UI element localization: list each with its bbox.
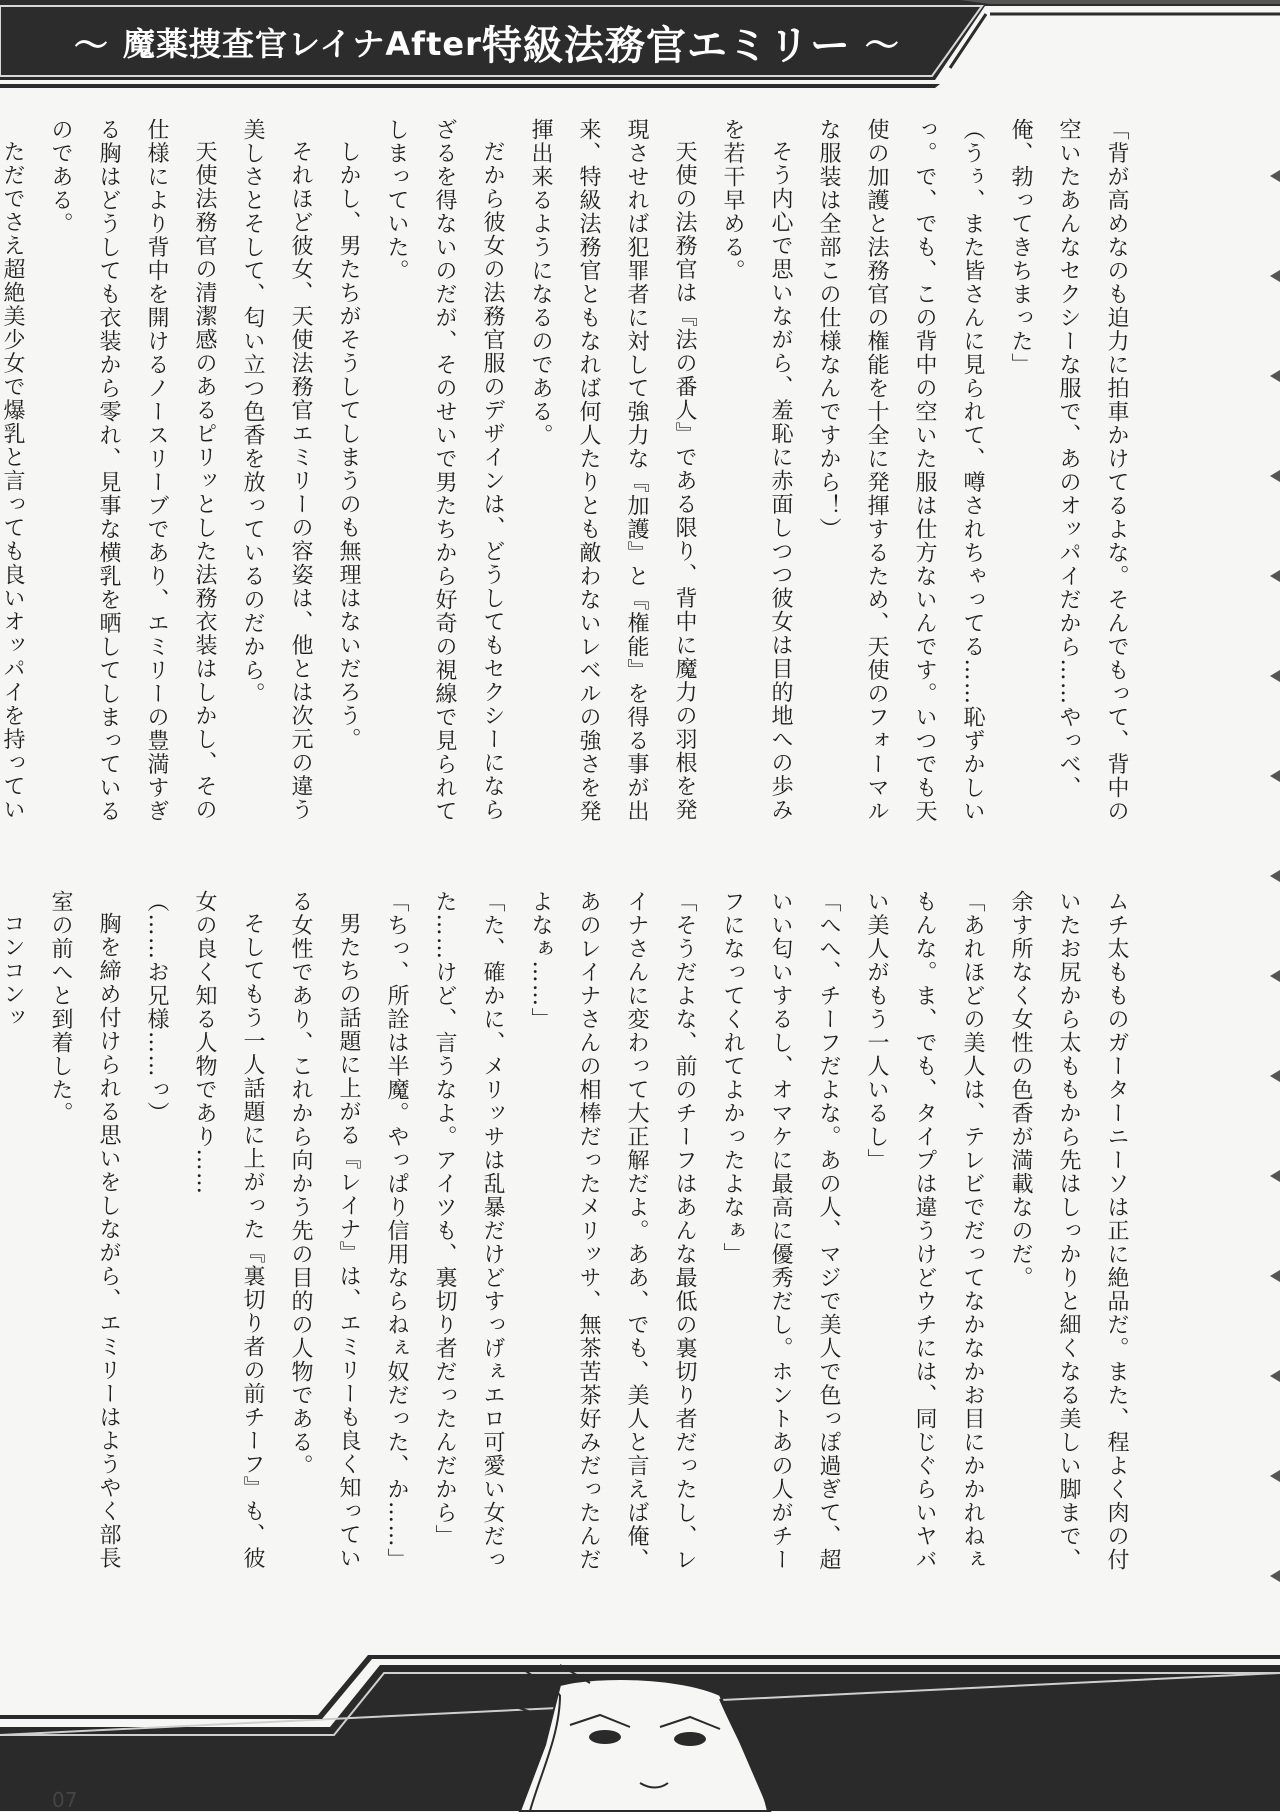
- paragraph: 「た、確かに、メリッサは乱暴だけどすっげぇエロ可愛い女だった……けど、言うなよ。アイツも、裏切り者だったんだから」: [432, 890, 505, 1572]
- paragraph: 「あれほどの美人は、テレビでだってなかなかお目にかかれねぇもんな。ま、でも、タイプは違うけどウチには、同じぐらいヤバい美人がもう一人いるし」: [864, 890, 985, 1572]
- header-banner: [0, 0, 1280, 90]
- header-tilde-left: 〜: [74, 25, 109, 66]
- paragraph: （うぅ、また皆さんに見られて、噂されちゃってる……恥ずかしいっ。で、でも、この背中の空いた服は仕方ないんです。いつでも天使の加護と法務官の権能を十全に発揮するため、天使のフォーマルな服装は全部この仕様なんですから！）: [816, 118, 985, 823]
- paragraph: 「へへ、チーフだよな。あの人、マジで美人で色っぽ過ぎて、超いい匂いするし、オマケに最高に優秀だし。ホントあの人がチーフになってくれてよかったよなぁ」: [720, 890, 841, 1572]
- paragraph: しかし、男たちがそうしてしまうのも無理はないだろう。: [336, 140, 361, 751]
- paragraph: それほど彼女、天使法務官エミリーの容姿は、他とは次元の違う美しさとそして、匂い立つ色香を放っているのだから。: [240, 118, 313, 822]
- paragraph: そう内心で思いながら、羞恥に赤面しつつ彼女は目的地への歩みを若干早める。: [720, 118, 793, 822]
- paragraph: 「ちっ、所詮は半魔。やっぱり信用ならねぇ奴だった、か……」: [384, 890, 409, 1572]
- paragraph: ただでさえ超絶美少女で爆乳と言っても良いオッパイを持ってい: [0, 140, 25, 822]
- paragraph: （……お兄様……っ）: [144, 890, 169, 1125]
- paragraph: だから彼女の法務官服のデザインは、どうしてもセクシーにならざるを得ないのだが、そのせいで男たちから好奇の視線で見られてしまっていた。: [384, 118, 505, 823]
- page-number: 07: [52, 1788, 78, 1812]
- paragraph: 天使法務官の清潔感のあるピリッとした法務衣装はしかし、その仕様により背中を開けるノースリーブであり、エミリーの豊満すぎる胸はどうしても衣装から零れ、見事な横乳を晒してしまっているのである。: [48, 118, 217, 823]
- paragraph: 男たちの話題に上がる『レイナ』は、エミリーも良く知っている女性であり、これから向かう先の目的の人物である。: [288, 890, 361, 1570]
- footer-illustration: [0, 1655, 1280, 1811]
- footer-banner: [0, 1655, 1280, 1811]
- header-subtitle: 魔薬捜査官レイナAfter: [123, 25, 482, 63]
- paragraph: 天使の法務官は『法の番人』である限り、背中に魔力の羽根を発現させれば犯罪者に対して強力な『加護』と『権能』を得る事が出来、特級法務官ともなれば何人たりとも敵わないレベルの強さを発揮出来るようになるのである。: [528, 118, 697, 823]
- header-title: [60, 14, 920, 70]
- header-main-title: 特級法務官エミリー: [481, 22, 851, 69]
- text-block-lower: [0, 890, 1140, 1580]
- text-block-upper: [0, 118, 1140, 838]
- paragraph: コンコンッ: [0, 912, 25, 1030]
- paragraph: そしてもう一人話題に上がった『裏切り者の前チーフ』も、彼女の良く知る人物であり……: [192, 890, 265, 1570]
- header-tilde-right: 〜: [864, 25, 900, 66]
- paragraph: 「背が高めなのも迫力に拍車かけてるよな。そんでもって、背中の空いたあんなセクシーな服で、あのオッパイだから……やっべ、俺、勃ってきちまった」: [1008, 118, 1129, 823]
- right-edge-marks: [1266, 150, 1280, 1630]
- paragraph: ムチ太もものガーターニーソは正に絶品だ。また、程よく肉の付いたお尻から太ももから先はしっかりと細くなる美しい脚まで、余す所なく女性の色香が満載なのだ。: [1008, 890, 1129, 1572]
- paragraph: 「そうだよな、前のチーフはあんな最低の裏切り者だったし、レイナさんに変わって大正解だよ。ああ、でも、美人と言えば俺、あのレイナさんの相棒だったメリッサ、無茶苦茶好みだったんだよなぁ……」: [528, 890, 697, 1572]
- paragraph: 胸を締め付けられる思いをしながら、エミリーはようやく部長室の前へと到着した。: [48, 890, 121, 1570]
